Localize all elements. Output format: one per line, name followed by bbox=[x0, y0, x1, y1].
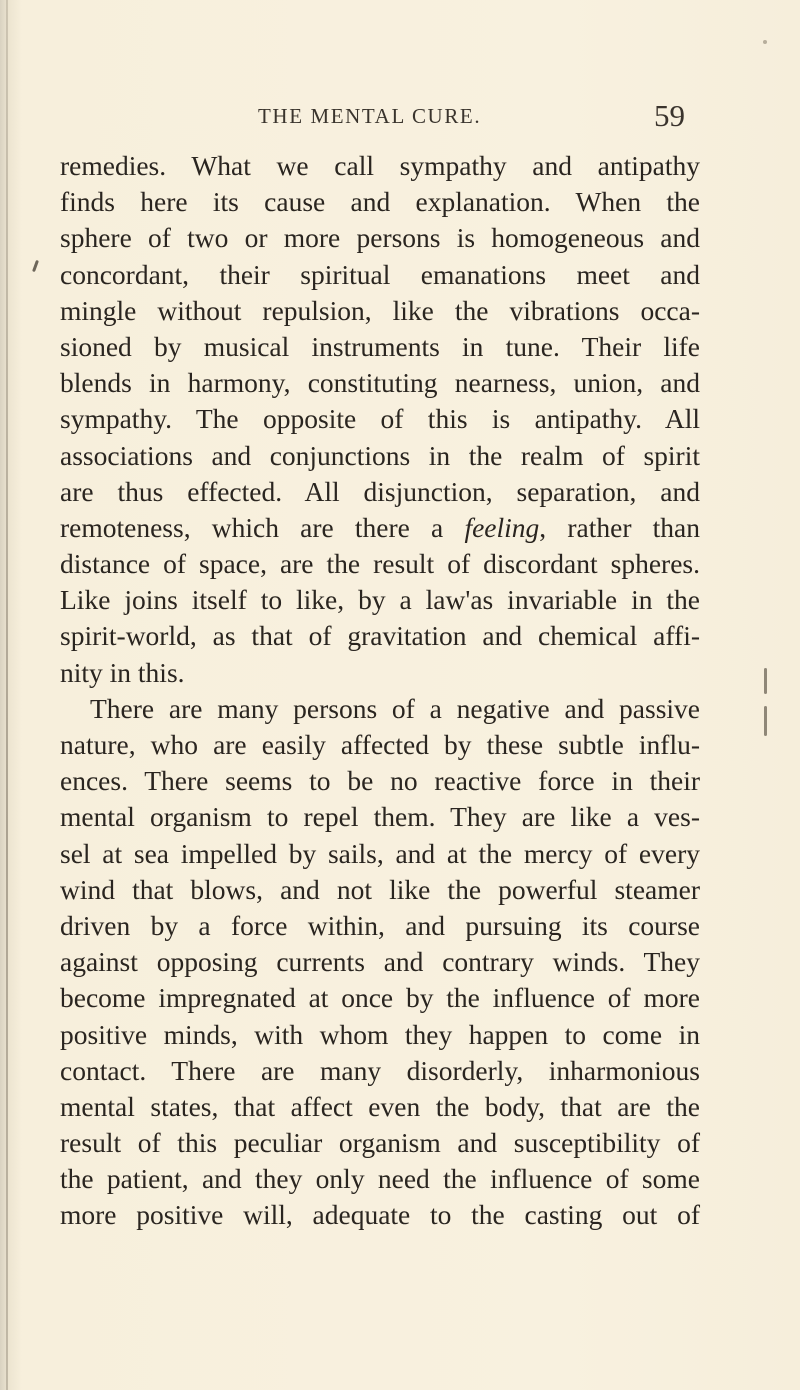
text-line: remedies. What we call sympathy and antipathy bbox=[60, 150, 700, 181]
margin-tick-mark bbox=[32, 260, 39, 272]
body-text bbox=[60, 148, 700, 1234]
running-head bbox=[258, 98, 688, 144]
text-line: the patient, and they only need the influence of some bbox=[60, 1163, 700, 1195]
binding-gutter bbox=[6, 0, 8, 1390]
text-line: concordant, their spiritual emanations meet and bbox=[60, 258, 700, 290]
text-line: distance of space, are the result of discordant spheres. bbox=[60, 548, 700, 580]
page-number: 59 bbox=[654, 98, 685, 133]
italic-word: feeling bbox=[464, 511, 540, 543]
text-line: contact. There are many disorderly, inharmonious bbox=[60, 1054, 700, 1086]
text-line: are thus effected. All disjunction, separation, and bbox=[60, 475, 700, 507]
text-line: spirit-world, as that of gravitation and chemical affi- bbox=[60, 620, 700, 652]
text-line: ences. There seems to be no reactive force in their bbox=[60, 765, 700, 797]
text-line: more positive will, adequate to the casting out of bbox=[60, 1199, 700, 1231]
text-line: There are many persons of a negative and passive bbox=[90, 692, 700, 724]
running-title: THE MENTAL CURE. bbox=[258, 104, 482, 128]
text-line: finds here its cause and explanation. When the bbox=[60, 186, 700, 218]
margin-pencil-mark bbox=[764, 706, 767, 736]
text-line: driven by a force within, and pursuing its course bbox=[60, 909, 700, 941]
text-line: sympathy. The opposite of this is antipathy. All bbox=[60, 403, 700, 435]
text-line: positive minds, with whom they happen to come in bbox=[60, 1018, 700, 1050]
text-segment: , rather than bbox=[539, 511, 701, 543]
text-line: wind that blows, and not like the powerful steamer bbox=[60, 873, 700, 905]
text-line: sioned by musical instruments in tune. Their life bbox=[60, 330, 700, 362]
text-line: become impregnated at once by the influence of more bbox=[60, 982, 700, 1014]
margin-pencil-mark bbox=[764, 668, 767, 694]
text-line: blends in harmony, constituting nearness, union, and bbox=[60, 367, 700, 399]
text-line: against opposing currents and contrary winds. They bbox=[60, 946, 700, 978]
text-line: nity in this. bbox=[60, 656, 185, 688]
text-line bbox=[60, 510, 700, 546]
text-line: mental states, that affect even the body, that are the bbox=[60, 1090, 700, 1122]
text-segment: remoteness, which are there a bbox=[60, 511, 465, 543]
text-line: nature, who are easily affected by these subtle influ- bbox=[60, 729, 700, 760]
text-line: result of this peculiar organism and susceptibility of bbox=[60, 1127, 700, 1159]
text-line: Like joins itself to like, by a law'as invariable in the bbox=[60, 584, 700, 616]
text-line: sel at sea impelled by sails, and at the mercy of every bbox=[60, 837, 700, 869]
text-line: mental organism to repel them. They are like a ves- bbox=[60, 801, 700, 833]
text-line: mingle without repulsion, like the vibrations occa- bbox=[60, 294, 700, 326]
text-line: sphere of two or more persons is homogeneous and bbox=[60, 222, 700, 254]
paper-speck bbox=[763, 40, 767, 44]
text-line: associations and conjunctions in the realm of spirit bbox=[60, 439, 700, 471]
